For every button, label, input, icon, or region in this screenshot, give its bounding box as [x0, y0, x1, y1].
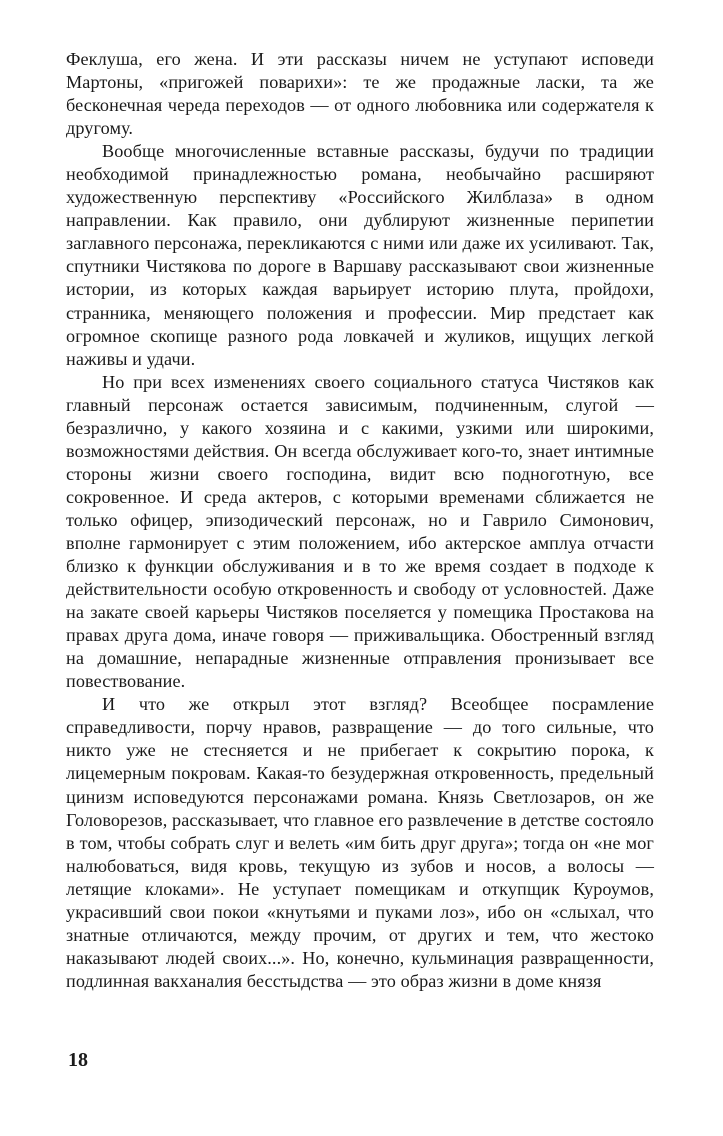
paragraph-1: Феклуша, его жена. И эти рассказы ничем не уступают исповеди Мартоны, «пригожей поварихи»: те же продажные ласки, та же бесконечная череда переходов — от одного любовника или содержателя к другому. [66, 49, 654, 139]
page-number: 18 [68, 1049, 88, 1071]
page-body [66, 48, 654, 993]
paragraph-3: Но при всех изменениях своего социального статуса Чистяков как главный персонаж остается зависимым, подчиненным, слугой — безразлично, у какого хозяина и с какими, узкими или широкими, возможностями действия. Он всегда обслуживает кого-то, знает интимные стороны жизни своего господина, видит всю подноготную, все сокровенное. И среда актеров, с которыми временами сближается не только офицер, эпизодический персонаж, но и Гаврило Симонович, вполне гармонирует с этим положением, ибо актерское амплуа отчасти близко к функции обслуживания и в то же время создает в подходе к действительности особую откровенность и свободу от условностей. Даже на закате своей карьеры Чистяков поселяется у помещика Простакова на правах друга дома, иначе говоря — приживальщика. Обостренный взгляд на домашние, непарадные жизненные отправления пронизывает все повествование. [66, 371, 654, 692]
paragraph-4: И что же открыл этот взгляд? Всеобщее посрамление справедливости, порчу нравов, развращение — до того сильные, что никто уже не стесняется и не прибегает к сокрытию порока, к лицемерным покровам. Какая-то безудержная откровенность, предельный цинизм исповедуются персонажами романа. Князь Светлозаров, он же Головорезов, рассказывает, что главное его развлечение в детстве состояло в том, чтобы собрать слуг и велеть «им бить друг друга»; тогда он «не мог налюбоваться, видя кровь, текущую из зубов и носов, а волосы — летящие клоками». Не уступает помещикам и откупщик Куроумов, украсивший свои покои «кнутьями и пуками лоз», ибо он «слыхал, что знатные отличаются, между прочим, от других и тем, что жестоко наказывают людей своих...». Но, конечно, кульминация развращенности, подлинная вакханалия бесстыдства — это образ жизни в доме князя [66, 694, 654, 991]
paragraph-2: Вообще многочисленные вставные рассказы, будучи по традиции необходимой принадлежностью романа, необычайно расширяют художественную перспективу «Российского Жилблаза» в одном направлении. Как правило, они дублируют жизненные перипетии заглавного персонажа, перекликаются с ними или даже их усиливают. Так, спутники Чистякова по дороге в Варшаву рассказывают свои жизненные истории, из которых каждая варьирует историю плута, пройдохи, странника, меняющего положения и профессии. Мир предстает как огромное скопище разного рода ловкачей и жуликов, ищущих легкой наживы и удачи. [66, 141, 654, 369]
